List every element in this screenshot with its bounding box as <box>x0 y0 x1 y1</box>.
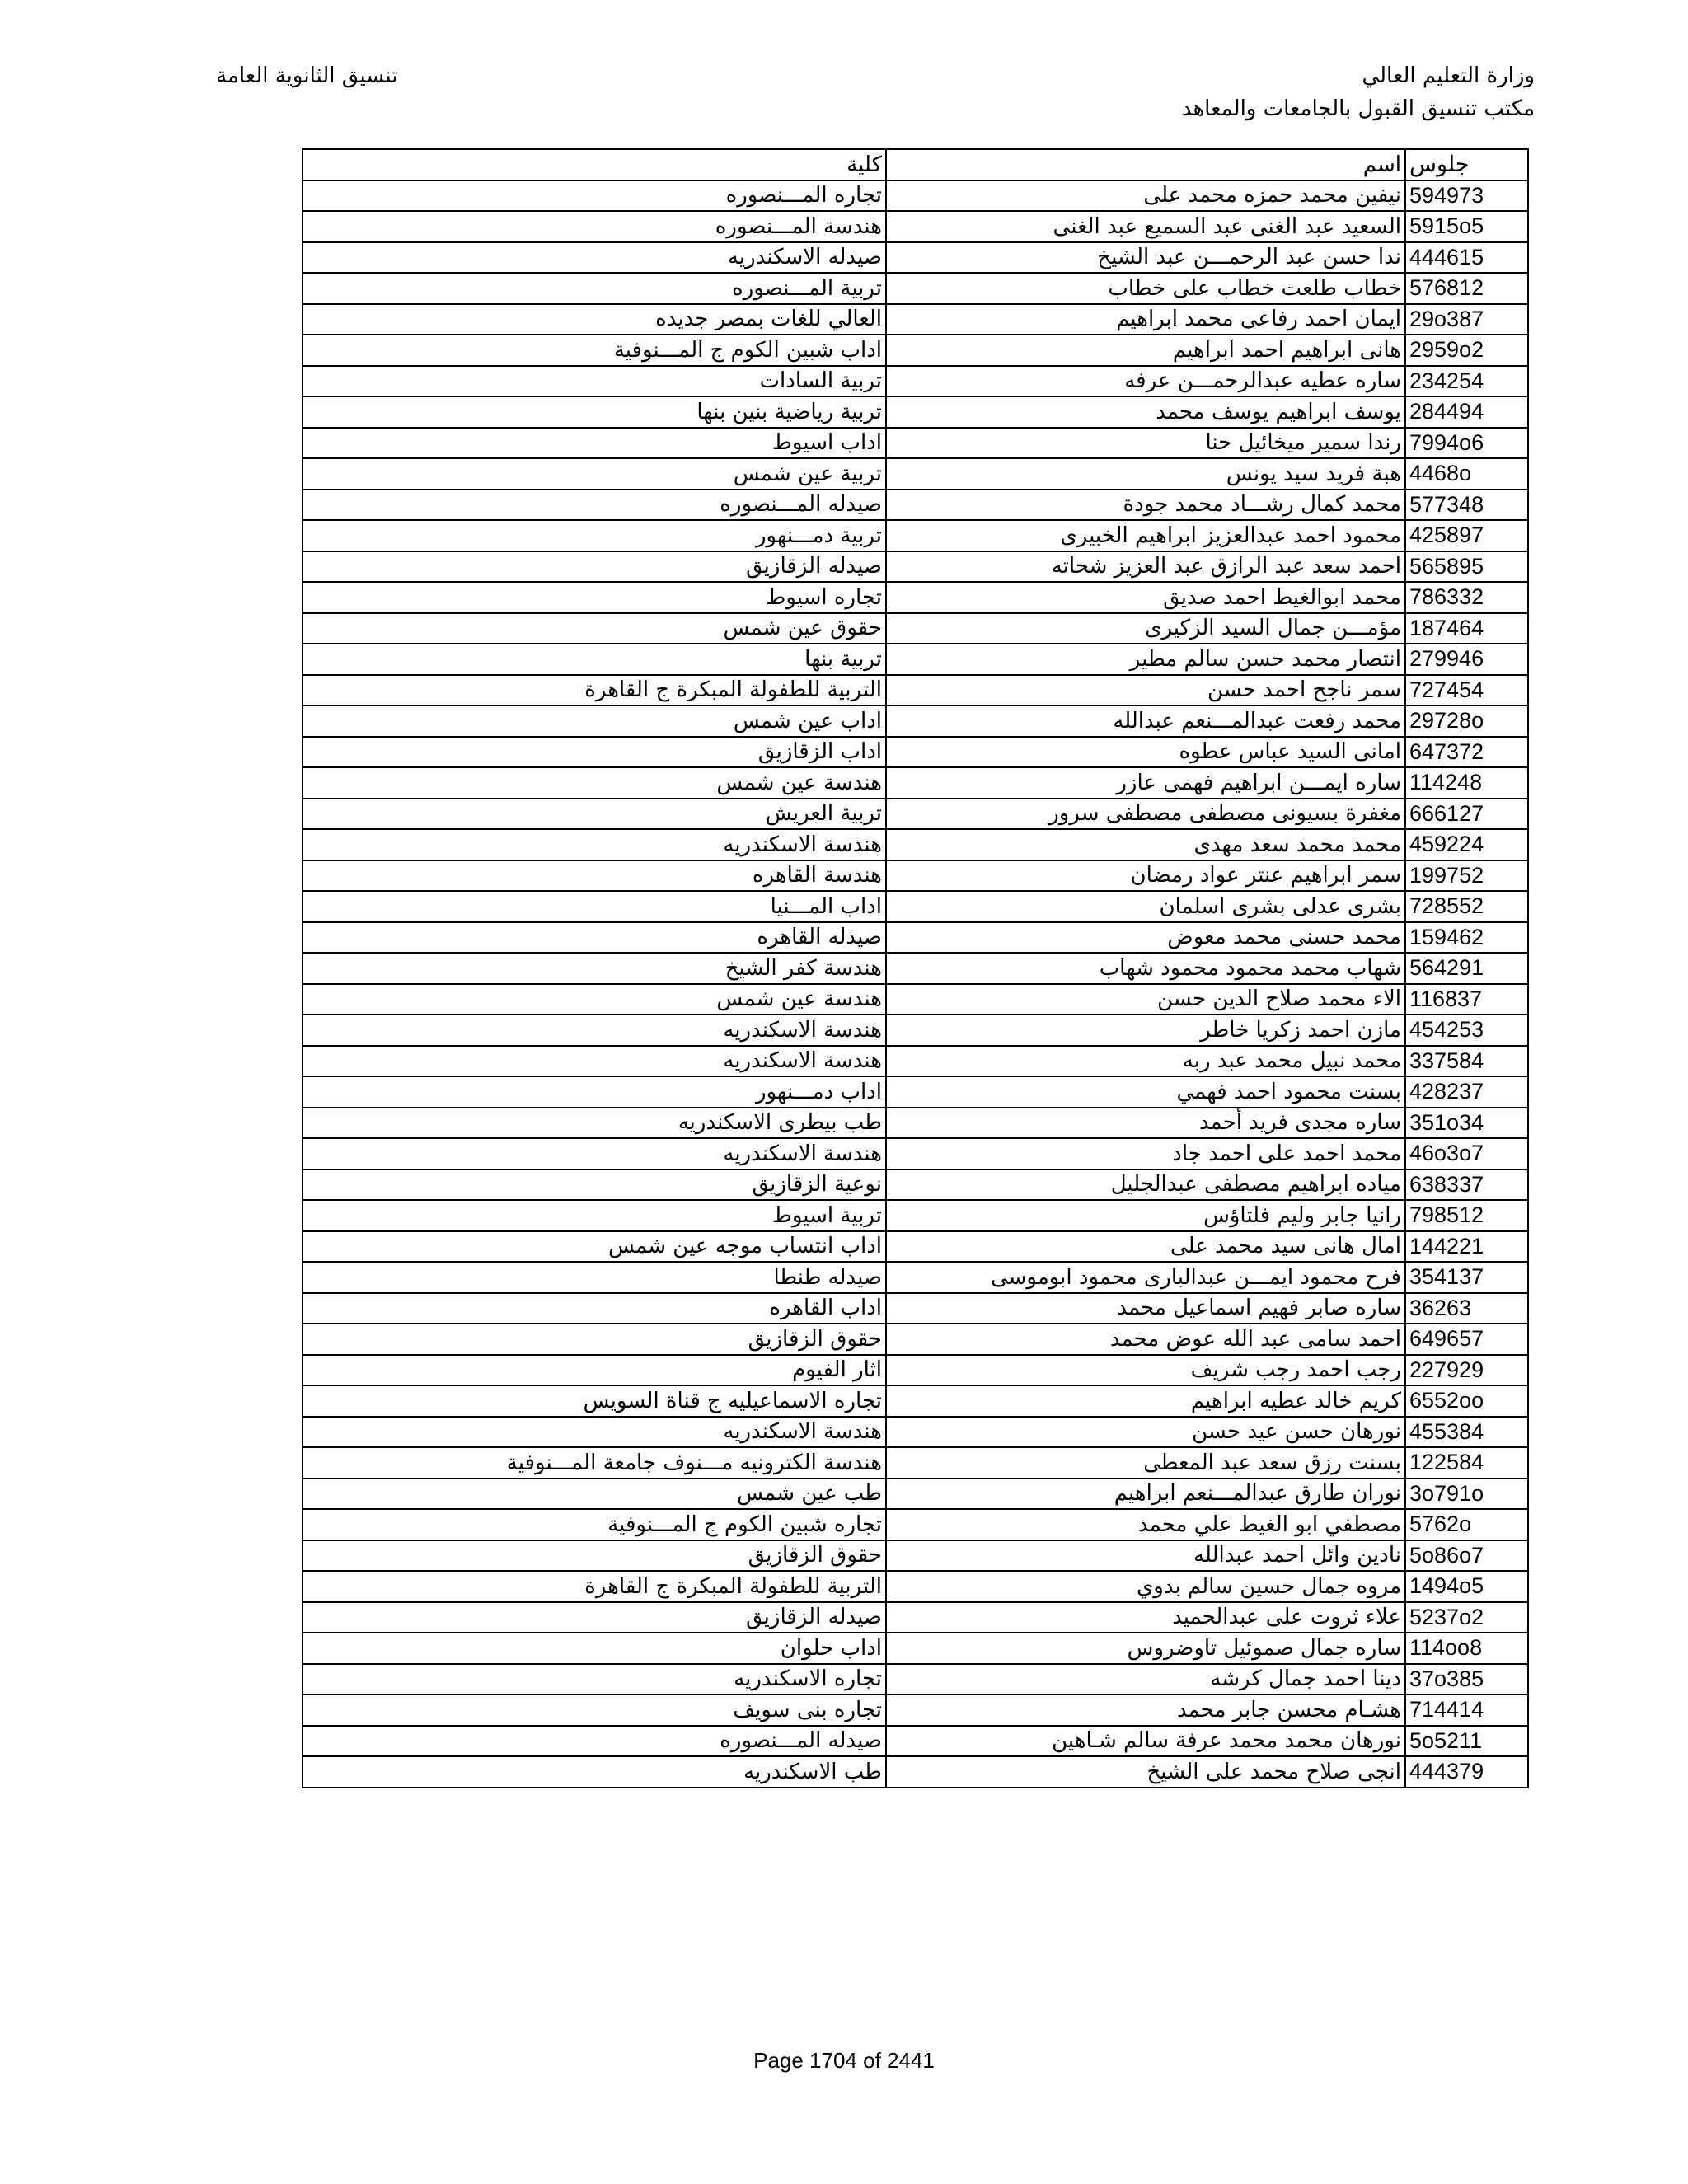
table-row <box>302 273 1528 304</box>
table-row <box>302 1138 1528 1169</box>
table-row <box>302 860 1528 892</box>
college-cell: تربية اسيوط <box>302 1200 886 1231</box>
table-row <box>302 1076 1528 1108</box>
college-cell: اداب دمـــنهور <box>302 1076 886 1108</box>
seat-number-cell: 454253 <box>1405 1015 1528 1046</box>
seat-number-cell: 666127 <box>1405 799 1528 830</box>
name-cell: سمر ابراهيم عنتر عواد رمضان <box>886 860 1405 892</box>
name-cell: ساره عطيه عبدالرحمـــن عرفه <box>886 366 1405 397</box>
seat-number-cell: 354137 <box>1405 1262 1528 1293</box>
table-row <box>302 1633 1528 1664</box>
seat-number-cell: 29o387 <box>1405 304 1528 335</box>
table-row <box>302 582 1528 613</box>
college-cell: هندسة كفر الشيخ <box>302 953 886 984</box>
table-row <box>302 304 1528 335</box>
table-row <box>302 396 1528 428</box>
name-cell: علاء ثروت على عبدالحميد <box>886 1602 1405 1633</box>
seat-number-cell: 727454 <box>1405 675 1528 706</box>
name-cell: امانى السيد عباس عطوه <box>886 737 1405 768</box>
seat-number-cell: 576812 <box>1405 273 1528 304</box>
seat-number-cell: 227929 <box>1405 1355 1528 1386</box>
name-cell: نورهان حسن عيد حسن <box>886 1417 1405 1448</box>
table-row <box>302 211 1528 242</box>
college-cell: هندسة الاسكندريه <box>302 1138 886 1169</box>
seat-number-cell: 649657 <box>1405 1324 1528 1355</box>
table-row <box>302 1664 1528 1695</box>
name-cell: رجب احمد رجب شريف <box>886 1355 1405 1386</box>
seat-number-cell: 337584 <box>1405 1046 1528 1077</box>
name-cell: شهاب محمد محمود محمود شهاب <box>886 953 1405 984</box>
table-row <box>302 1324 1528 1355</box>
college-cell: اثار الفيوم <box>302 1355 886 1386</box>
college-cell: صيدله الاسكندريه <box>302 242 886 274</box>
table-row <box>302 829 1528 860</box>
table-row <box>302 1262 1528 1293</box>
name-cell: ساره ايمـــن ابراهيم فهمى عازر <box>886 767 1405 799</box>
college-cell: تربية رياضية بنين بنها <box>302 396 886 428</box>
name-cell: احمد سعد عبد الرازق عبد العزيز شحاته <box>886 551 1405 583</box>
college-cell: تربية عين شمس <box>302 458 886 490</box>
table-row <box>302 1756 1528 1788</box>
seat-number-cell: 7994o6 <box>1405 428 1528 459</box>
name-cell: انتصار محمد حسن سالم مطير <box>886 644 1405 675</box>
seat-number-cell: 455384 <box>1405 1417 1528 1448</box>
table-row <box>302 1571 1528 1602</box>
seat-number-cell: 5o5211 <box>1405 1726 1528 1757</box>
seat-number-cell: 279946 <box>1405 644 1528 675</box>
coordination-title: تنسيق الثانوية العامة <box>216 63 398 88</box>
table-row <box>302 1385 1528 1417</box>
college-cell: هندسة المـــنصوره <box>302 211 886 242</box>
college-cell: هندسة القاهره <box>302 860 886 892</box>
column-header-college: كلية <box>302 149 886 180</box>
name-cell: هبة فريد سيد يونس <box>886 458 1405 490</box>
seat-number-cell: 564291 <box>1405 953 1528 984</box>
seat-number-cell: 37o385 <box>1405 1664 1528 1695</box>
table-row <box>302 1509 1528 1540</box>
college-cell: اداب القاهره <box>302 1293 886 1324</box>
seat-number-cell: 46o3o7 <box>1405 1138 1528 1169</box>
college-cell: تجاره الاسماعيليه ج قناة السويس <box>302 1385 886 1417</box>
table-row <box>302 1479 1528 1510</box>
college-cell: تجاره اسيوط <box>302 582 886 613</box>
table-row <box>302 551 1528 583</box>
seat-number-cell: 159462 <box>1405 922 1528 954</box>
name-cell: ساره صابر فهيم اسماعيل محمد <box>886 1293 1405 1324</box>
table-row <box>302 1108 1528 1139</box>
college-cell: تربية دمـــنهور <box>302 520 886 551</box>
table-row <box>302 799 1528 830</box>
seat-number-cell: 5237o2 <box>1405 1602 1528 1633</box>
seat-number-cell: 647372 <box>1405 737 1528 768</box>
name-cell: نوران طارق عبدالمـــنعم ابراهيم <box>886 1479 1405 1510</box>
college-cell: صيدله طنطا <box>302 1262 886 1293</box>
name-cell: بشرى عدلى بشرى اسلمان <box>886 891 1405 922</box>
seat-number-cell: 122584 <box>1405 1447 1528 1479</box>
name-cell: محمد كمال رشـــاد محمد جودة <box>886 490 1405 521</box>
seat-number-cell: 459224 <box>1405 829 1528 860</box>
college-cell: هندسة الاسكندريه <box>302 1046 886 1077</box>
seat-number-cell: 2959o2 <box>1405 335 1528 366</box>
name-cell: السعيد عبد الغنى عبد السميع عبد الغنى <box>886 211 1405 242</box>
table-row <box>302 1694 1528 1726</box>
name-cell: بسنت محمود احمد فهمي <box>886 1076 1405 1108</box>
table-row <box>302 1046 1528 1077</box>
table-row <box>302 1169 1528 1201</box>
college-cell: هندسة عين شمس <box>302 984 886 1015</box>
seat-number-cell: 425897 <box>1405 520 1528 551</box>
college-cell: صيدله المـــنصوره <box>302 490 886 521</box>
college-cell: طب بيطرى الاسكندريه <box>302 1108 886 1139</box>
seat-number-cell: 3o791o <box>1405 1479 1528 1510</box>
college-cell: هندسة الاسكندريه <box>302 1015 886 1046</box>
college-cell: هندسة الاسكندريه <box>302 1417 886 1448</box>
name-cell: نورهان محمد محمد عرفة سالم شـاهين <box>886 1726 1405 1757</box>
college-cell: اداب عين شمس <box>302 705 886 737</box>
seat-number-cell: 5915o5 <box>1405 211 1528 242</box>
college-cell: صيدله الزقازيق <box>302 1602 886 1633</box>
name-cell: ندا حسن عبد الرحمـــن عبد الشيخ <box>886 242 1405 274</box>
college-cell: طب عين شمس <box>302 1479 886 1510</box>
name-cell: انجى صلاح محمد على الشيخ <box>886 1756 1405 1788</box>
table-header-row <box>302 149 1528 180</box>
name-cell: مياده ابراهيم مصطفى عبدالجليل <box>886 1169 1405 1201</box>
results-table <box>302 148 1529 1788</box>
seat-number-cell: 798512 <box>1405 1200 1528 1231</box>
page-number: Page 1704 of 2441 <box>753 2048 935 2073</box>
college-cell: حقوق الزقازيق <box>302 1324 886 1355</box>
table-row <box>302 1231 1528 1263</box>
table-row <box>302 520 1528 551</box>
name-cell: محمد محمد سعد مهدى <box>886 829 1405 860</box>
seat-number-cell: 36263 <box>1405 1293 1528 1324</box>
name-cell: مؤمـــن جمال السيد الزكيرى <box>886 613 1405 644</box>
seat-number-cell: 284494 <box>1405 396 1528 428</box>
college-cell: نوعية الزقازيق <box>302 1169 886 1201</box>
name-cell: محمد احمد على احمد جاد <box>886 1138 1405 1169</box>
seat-number-cell: 114oo8 <box>1405 1633 1528 1664</box>
name-cell: مغفرة بسيونى مصطفى مصطفى سرور <box>886 799 1405 830</box>
table-row <box>302 891 1528 922</box>
table-row <box>302 1447 1528 1479</box>
table-row <box>302 1293 1528 1324</box>
table-row <box>302 1200 1528 1231</box>
college-cell: اداب شبين الكوم ج المـــنوفية <box>302 335 886 366</box>
table-row <box>302 767 1528 799</box>
table-row <box>302 922 1528 954</box>
name-cell: محمد حسنى محمد معوض <box>886 922 1405 954</box>
name-cell: فرح محمود ايمـــن عبدالبارى محمود ابوموسى <box>886 1262 1405 1293</box>
college-cell: تربية بنها <box>302 644 886 675</box>
seat-number-cell: 234254 <box>1405 366 1528 397</box>
college-cell: اداب المـــنيا <box>302 891 886 922</box>
name-cell: مصطفي ابو الغيط علي محمد <box>886 1509 1405 1540</box>
seat-number-cell: 594973 <box>1405 180 1528 212</box>
table-row <box>302 180 1528 212</box>
table-row <box>302 490 1528 521</box>
college-cell: صيدله المـــنصوره <box>302 1726 886 1757</box>
table-row <box>302 953 1528 984</box>
name-cell: هانى ابراهيم احمد ابراهيم <box>886 335 1405 366</box>
seat-number-cell: 187464 <box>1405 613 1528 644</box>
college-cell: اداب اسيوط <box>302 428 886 459</box>
college-cell: تجاره الاسكندريه <box>302 1664 886 1695</box>
college-cell: هندسة الاسكندريه <box>302 829 886 860</box>
college-cell: طب الاسكندريه <box>302 1756 886 1788</box>
name-cell: مروه جمال حسين سالم بدوي <box>886 1571 1405 1602</box>
table-row <box>302 644 1528 675</box>
name-cell: يوسف ابراهيم يوسف محمد <box>886 396 1405 428</box>
name-cell: ساره جمال صموئيل تاوضروس <box>886 1633 1405 1664</box>
name-cell: كريم خالد عطيه ابراهيم <box>886 1385 1405 1417</box>
table-row <box>302 1015 1528 1046</box>
college-cell: صيدله الزقازيق <box>302 551 886 583</box>
seat-number-cell: 116837 <box>1405 984 1528 1015</box>
table-row <box>302 428 1528 459</box>
seat-number-cell: 565895 <box>1405 551 1528 583</box>
name-cell: امال هانى سيد محمد على <box>886 1231 1405 1263</box>
college-cell: حقوق عين شمس <box>302 613 886 644</box>
table-row <box>302 1540 1528 1572</box>
table-row <box>302 675 1528 706</box>
seat-number-cell: 638337 <box>1405 1169 1528 1201</box>
seat-number-cell: 728552 <box>1405 891 1528 922</box>
table-row <box>302 705 1528 737</box>
college-cell: هندسة الكترونيه مـــنوف جامعة المـــنوفية <box>302 1447 886 1479</box>
seat-number-cell: 114248 <box>1405 767 1528 799</box>
college-cell: اداب الزقازيق <box>302 737 886 768</box>
table-row <box>302 242 1528 274</box>
ministry-title: وزارة التعليم العالي <box>1362 63 1535 88</box>
name-cell: محمد ابوالغيط احمد صديق <box>886 582 1405 613</box>
name-cell: محمد رفعت عبدالمـــنعم عبدالله <box>886 705 1405 737</box>
seat-number-cell: 444379 <box>1405 1756 1528 1788</box>
seat-number-cell: 577348 <box>1405 490 1528 521</box>
name-cell: بسنت رزق سعد عبد المعطى <box>886 1447 1405 1479</box>
seat-number-cell: 428237 <box>1405 1076 1528 1108</box>
column-header-name: اسم <box>886 149 1405 180</box>
table-row <box>302 1355 1528 1386</box>
college-cell: تجاره بنى سويف <box>302 1694 886 1726</box>
name-cell: دينا احمد جمال كرشه <box>886 1664 1405 1695</box>
college-cell: التربية للطفولة المبكرة ج القاهرة <box>302 1571 886 1602</box>
college-cell: تجاره المـــنصوره <box>302 180 886 212</box>
college-cell: تربية السادات <box>302 366 886 397</box>
seat-number-cell: 4468o <box>1405 458 1528 490</box>
college-cell: حقوق الزقازيق <box>302 1540 886 1572</box>
seat-number-cell: 714414 <box>1405 1694 1528 1726</box>
table-row <box>302 1602 1528 1633</box>
college-cell: تجاره شبين الكوم ج المـــنوفية <box>302 1509 886 1540</box>
column-header-id: جلوس <box>1405 149 1528 180</box>
name-cell: محمد نبيل محمد عبد ربه <box>886 1046 1405 1077</box>
name-cell: ساره مجدى فريد أحمد <box>886 1108 1405 1139</box>
seat-number-cell: 444615 <box>1405 242 1528 274</box>
table-row <box>302 613 1528 644</box>
name-cell: محمود احمد عبدالعزيز ابراهيم الخبيرى <box>886 520 1405 551</box>
table-row <box>302 335 1528 366</box>
table-row <box>302 366 1528 397</box>
seat-number-cell: 144221 <box>1405 1231 1528 1263</box>
college-cell: صيدله القاهره <box>302 922 886 954</box>
college-cell: هندسة عين شمس <box>302 767 886 799</box>
college-cell: التربية للطفولة المبكرة ج القاهرة <box>302 675 886 706</box>
college-cell: تربية المـــنصوره <box>302 273 886 304</box>
name-cell: الاء محمد صلاح الدين حسن <box>886 984 1405 1015</box>
name-cell: نيفين محمد حمزه محمد على <box>886 180 1405 212</box>
table-row <box>302 984 1528 1015</box>
college-cell: اداب انتساب موجه عين شمس <box>302 1231 886 1263</box>
college-cell: اداب حلوان <box>302 1633 886 1664</box>
name-cell: رندا سمير ميخائيل حنا <box>886 428 1405 459</box>
seat-number-cell: 199752 <box>1405 860 1528 892</box>
name-cell: مازن احمد زكريا خاطر <box>886 1015 1405 1046</box>
table-body <box>302 180 1528 1788</box>
seat-number-cell: 6552oo <box>1405 1385 1528 1417</box>
college-cell: تربية العريش <box>302 799 886 830</box>
seat-number-cell: 786332 <box>1405 582 1528 613</box>
name-cell: نادين وائل احمد عبدالله <box>886 1540 1405 1572</box>
name-cell: سمر ناجح احمد حسن <box>886 675 1405 706</box>
seat-number-cell: 29728o <box>1405 705 1528 737</box>
office-title: مكتب تنسيق القبول بالجامعات والمعاهد <box>1181 96 1535 121</box>
seat-number-cell: 351o34 <box>1405 1108 1528 1139</box>
table-row <box>302 458 1528 490</box>
table-row <box>302 1726 1528 1757</box>
name-cell: خطاب طلعت خطاب على خطاب <box>886 273 1405 304</box>
name-cell: احمد سامى عبد الله عوض محمد <box>886 1324 1405 1355</box>
name-cell: رانيا جابر وليم فلتاؤس <box>886 1200 1405 1231</box>
table-row <box>302 737 1528 768</box>
seat-number-cell: 1494o5 <box>1405 1571 1528 1602</box>
college-cell: العالي للغات بمصر جديده <box>302 304 886 335</box>
name-cell: هشـام محسن جابر محمد <box>886 1694 1405 1726</box>
seat-number-cell: 5o86o7 <box>1405 1540 1528 1572</box>
table-row <box>302 1417 1528 1448</box>
seat-number-cell: 5762o <box>1405 1509 1528 1540</box>
name-cell: ايمان احمد رفاعى محمد ابراهيم <box>886 304 1405 335</box>
